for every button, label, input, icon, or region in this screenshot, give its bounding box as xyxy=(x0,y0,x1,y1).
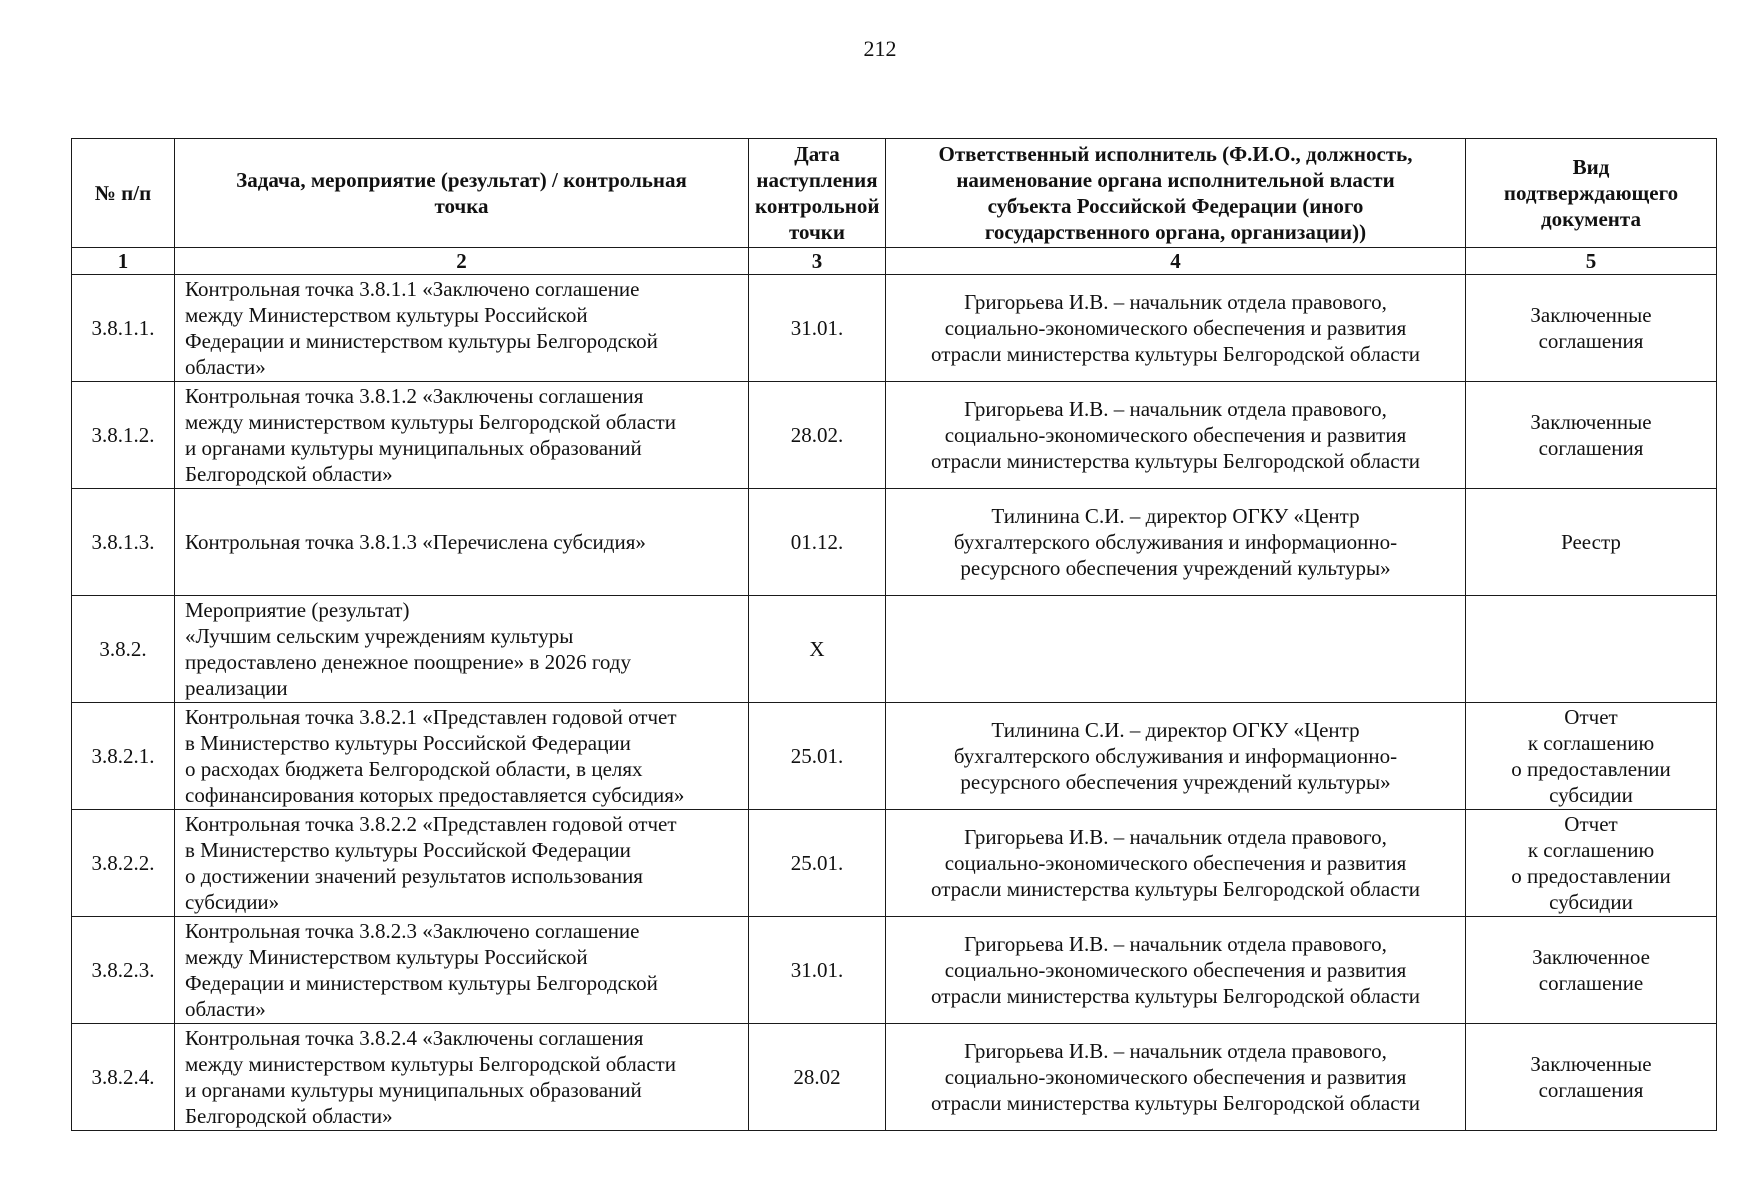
task-cell: Контрольная точка 3.8.2.2 «Представлен годовой отчет в Министерство культуры Российской Федерации о достижении значений результатов использования субсидии» xyxy=(175,810,749,917)
document-type-cell xyxy=(1466,596,1717,703)
row-number-cell: 3.8.2. xyxy=(72,596,175,703)
row-number-cell: 3.8.2.4. xyxy=(72,1024,175,1131)
task-cell: Контрольная точка 3.8.2.3 «Заключено соглашение между Министерством культуры Российской Федерации и министерством культуры Белгородской области» xyxy=(175,917,749,1024)
date-cell: X xyxy=(749,596,886,703)
row-number-cell: 3.8.1.2. xyxy=(72,382,175,489)
header-doc: Вид подтверждающего документа xyxy=(1466,139,1717,248)
document-type-cell: Отчет к соглашению о предоставлении субсидии xyxy=(1466,703,1717,810)
task-cell: Контрольная точка 3.8.1.2 «Заключены соглашения между министерством культуры Белгородской области и органами культуры муниципальных образований Белгородской области» xyxy=(175,382,749,489)
column-number-row xyxy=(72,248,1717,275)
document-type-cell: Отчет к соглашению о предоставлении субсидии xyxy=(1466,810,1717,917)
responsible-cell xyxy=(886,596,1466,703)
row-number-cell: 3.8.2.1. xyxy=(72,703,175,810)
responsible-cell: Григорьева И.В. – начальник отдела правового, социально-экономического обеспечения и развития отрасли министерства культуры Белгородской области xyxy=(886,810,1466,917)
date-cell: 25.01. xyxy=(749,810,886,917)
document-type-cell: Заключенные соглашения xyxy=(1466,275,1717,382)
document-type-cell: Заключенные соглашения xyxy=(1466,382,1717,489)
table-row xyxy=(72,1024,1717,1131)
row-number-cell: 3.8.2.2. xyxy=(72,810,175,917)
page-number: 212 xyxy=(863,36,897,61)
table-row xyxy=(72,596,1717,703)
responsible-cell: Григорьева И.В. – начальник отдела правового, социально-экономического обеспечения и развития отрасли министерства культуры Белгородской области xyxy=(886,275,1466,382)
column-number: 3 xyxy=(749,248,886,275)
document-type-cell: Заключенное соглашение xyxy=(1466,917,1717,1024)
date-cell: 25.01. xyxy=(749,703,886,810)
column-number: 4 xyxy=(886,248,1466,275)
table-row xyxy=(72,917,1717,1024)
task-cell: Контрольная точка 3.8.1.1 «Заключено соглашение между Министерством культуры Российской Федерации и министерством культуры Белгородской области» xyxy=(175,275,749,382)
date-cell: 31.01. xyxy=(749,275,886,382)
document-type-cell: Реестр xyxy=(1466,489,1717,596)
row-number-cell: 3.8.1.1. xyxy=(72,275,175,382)
document-type-cell: Заключенные соглашения xyxy=(1466,1024,1717,1131)
column-number: 2 xyxy=(175,248,749,275)
date-cell: 28.02. xyxy=(749,382,886,489)
date-cell: 28.02 xyxy=(749,1024,886,1131)
responsible-cell: Григорьева И.В. – начальник отдела правового, социально-экономического обеспечения и развития отрасли министерства культуры Белгородской области xyxy=(886,1024,1466,1131)
column-number: 1 xyxy=(72,248,175,275)
table-row xyxy=(72,810,1717,917)
table-row xyxy=(72,382,1717,489)
table-row xyxy=(72,703,1717,810)
task-cell: Контрольная точка 3.8.2.1 «Представлен годовой отчет в Министерство культуры Российской Федерации о расходах бюджета Белгородской области, в целях софинансирования которых предоставляется субсидия» xyxy=(175,703,749,810)
header-responsible: Ответственный исполнитель (Ф.И.О., должность, наименование органа исполнительной власти субъекта Российской Федерации (иного государственного органа, организации)) xyxy=(886,139,1466,248)
date-cell: 31.01. xyxy=(749,917,886,1024)
table-row xyxy=(72,275,1717,382)
control-points-table xyxy=(71,138,1717,1131)
responsible-cell: Тилинина С.И. – директор ОГКУ «Центр бухгалтерского обслуживания и информационно- ресурсного обеспечения учреждений культуры» xyxy=(886,703,1466,810)
responsible-cell: Григорьева И.В. – начальник отдела правового, социально-экономического обеспечения и развития отрасли министерства культуры Белгородской области xyxy=(886,917,1466,1024)
date-cell: 01.12. xyxy=(749,489,886,596)
row-number-cell: 3.8.2.3. xyxy=(72,917,175,1024)
header-task: Задача, мероприятие (результат) / контрольная точка xyxy=(175,139,749,248)
row-number-cell: 3.8.1.3. xyxy=(72,489,175,596)
table-row xyxy=(72,489,1717,596)
task-cell: Контрольная точка 3.8.2.4 «Заключены соглашения между министерством культуры Белгородской области и органами культуры муниципальных образований Белгородской области» xyxy=(175,1024,749,1131)
column-number: 5 xyxy=(1466,248,1717,275)
header-num: № п/п xyxy=(72,139,175,248)
header-date: Дата наступления контрольной точки xyxy=(749,139,886,248)
responsible-cell: Григорьева И.В. – начальник отдела правового, социально-экономического обеспечения и развития отрасли министерства культуры Белгородской области xyxy=(886,382,1466,489)
responsible-cell: Тилинина С.И. – директор ОГКУ «Центр бухгалтерского обслуживания и информационно- ресурсного обеспечения учреждений культуры» xyxy=(886,489,1466,596)
table-header-row xyxy=(72,139,1717,248)
task-cell: Контрольная точка 3.8.1.3 «Перечислена субсидия» xyxy=(175,489,749,596)
task-cell: Мероприятие (результат) «Лучшим сельским учреждениям культуры предоставлено денежное поощрение» в 2026 году реализации xyxy=(175,596,749,703)
